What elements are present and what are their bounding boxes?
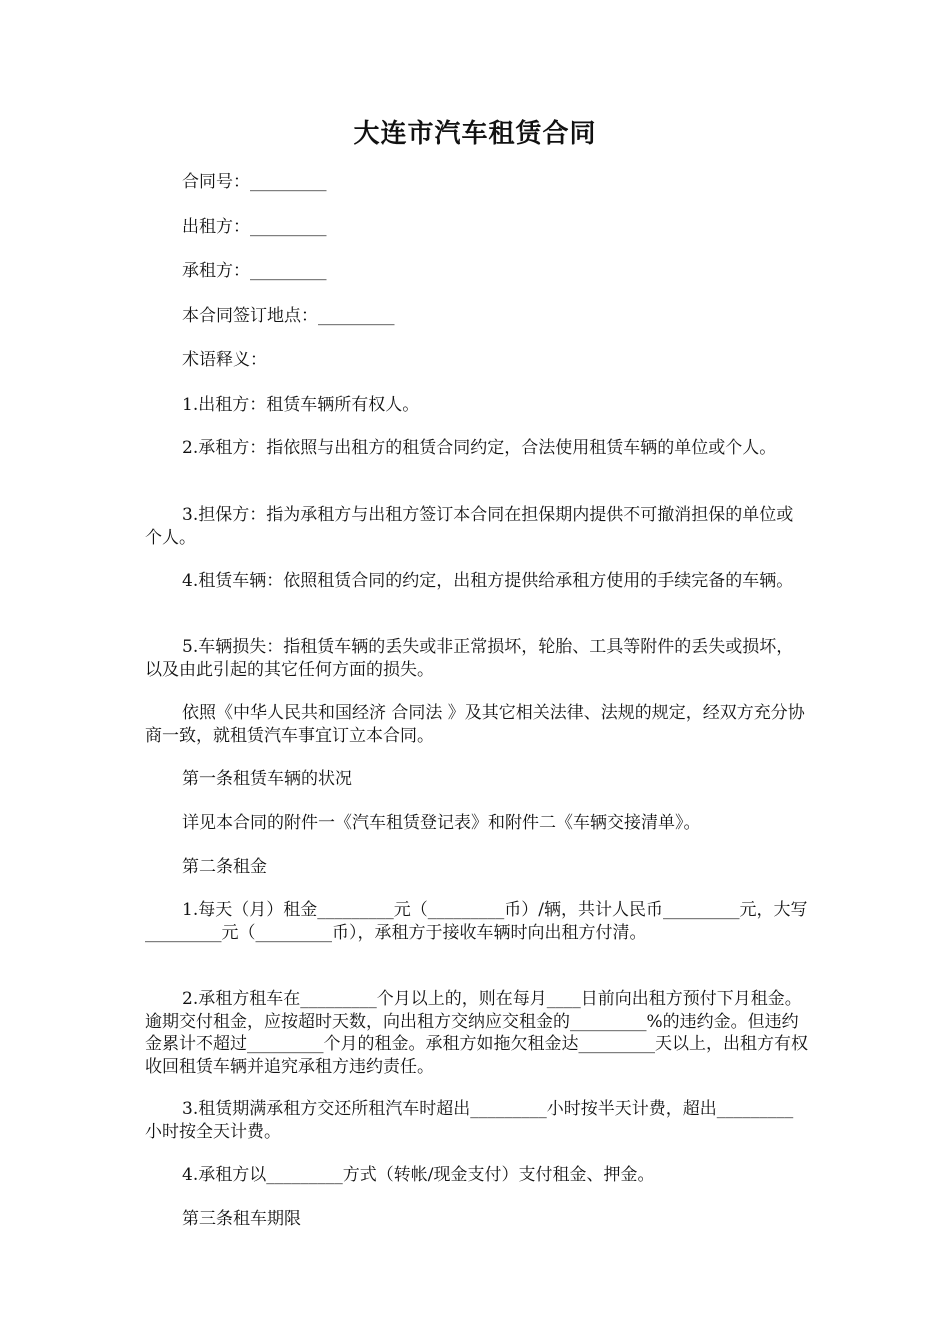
signing-location-line: 本合同签订地点：_________ — [182, 306, 395, 326]
article-2-heading: 第二条租金 — [182, 857, 267, 877]
lessee-line: 承租方：_________ — [182, 261, 327, 281]
term-1: 1.出租方：租赁车辆所有权人。 — [182, 395, 420, 415]
article-3-heading: 第三条租车期限 — [182, 1209, 301, 1229]
article-2-clause-4: 4.承租方以_________方式（转帐/现金支付）支付租金、押金。 — [182, 1165, 655, 1185]
term-3: 3.担保方：指为承租方与出租方签订本合同在担保期内提供不可撤消担保的单位或个人。 — [145, 505, 794, 548]
document-title: 大连市汽车租赁合同 — [353, 119, 597, 149]
lessor-line: 出租方：_________ — [182, 217, 327, 237]
contract-number-line: 合同号：_________ — [182, 172, 327, 192]
term-4: 4.租赁车辆：依照租赁合同的约定，出租方提供给承租方使用的手续完备的车辆。 — [182, 571, 794, 591]
term-5: 5.车辆损失：指租赁车辆的丢失或非正常损坏，轮胎、工具等附件的丢失或损坏，以及由此引起的其它任何方面的损失。 — [145, 637, 794, 680]
term-2: 2.承租方：指依照与出租方的租赁合同约定，合法使用租赁车辆的单位或个人。 — [182, 438, 777, 458]
terms-heading: 术语释义： — [182, 350, 267, 370]
article-1-heading: 第一条租赁车辆的状况 — [182, 769, 352, 789]
article-2-clause-2: 2.承租方租车在_________个月以上的，则在每月____日前向出租方预付下月租金。逾期交付租金，应按超时天数，向出租方交纳应交租金的_________%的违约金。但违约金累计不超过_________个月的租金。承租方如拖欠租金达_________天以上，出租方有权收回租赁车辆并追究承租方违约责任。 — [145, 989, 808, 1077]
article-2-clause-1: 1.每天（月）租金_________元（_________币）/辆，共计人民币_________元，大写_________元（_________币），承租方于接收车辆时向出租方付清。 — [145, 900, 808, 943]
legal-basis-paragraph: 依照《中华人民共和国经济 合同法 》及其它相关法律、法规的规定，经双方充分协商一致，就租赁汽车事宜订立本合同。 — [145, 703, 805, 746]
article-1-body: 详见本合同的附件一《汽车租赁登记表》和附件二《车辆交接清单》。 — [182, 813, 701, 833]
article-2-clause-3: 3.租赁期满承租方交还所租汽车时超出_________小时按半天计费，超出_________小时按全天计费。 — [145, 1099, 794, 1142]
